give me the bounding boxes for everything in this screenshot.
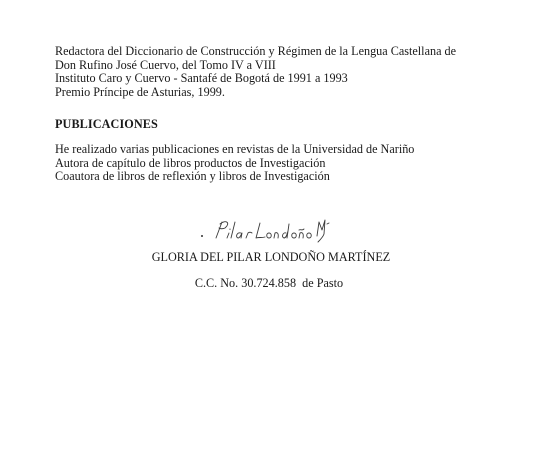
publication-line: Coautora de libros de reflexión y libros de Investigación — [55, 169, 330, 184]
signatory-name: GLORIA DEL PILAR LONDOÑO MARTÍNEZ — [151, 250, 391, 264]
publication-line: He realizado varias publicaciones en revistas de la Universidad de Nariño — [55, 142, 415, 156]
publications-block — [55, 143, 414, 184]
publication-line: Autora de capítulo de libros productos de Investigación — [55, 155, 326, 170]
cv-line: Don Rufino José Cuervo, del Tomo IV a VIII — [55, 57, 276, 72]
cv-line: Instituto Caro y Cuervo - Santafé de Bogotá de 1991 a 1993 — [55, 71, 348, 86]
cv-line: Redactora del Diccionario de Construcción y Régimen de la Lengua Castellana de — [55, 44, 457, 58]
id-number-line: C.C. No. 30.724.858 de Pasto — [194, 276, 344, 290]
cv-entry-block — [55, 45, 456, 99]
section-heading: PUBLICACIONES — [55, 117, 158, 131]
cv-line: Premio Príncipe de Asturias, 1999. — [55, 84, 225, 99]
handwritten-signature — [198, 214, 348, 244]
